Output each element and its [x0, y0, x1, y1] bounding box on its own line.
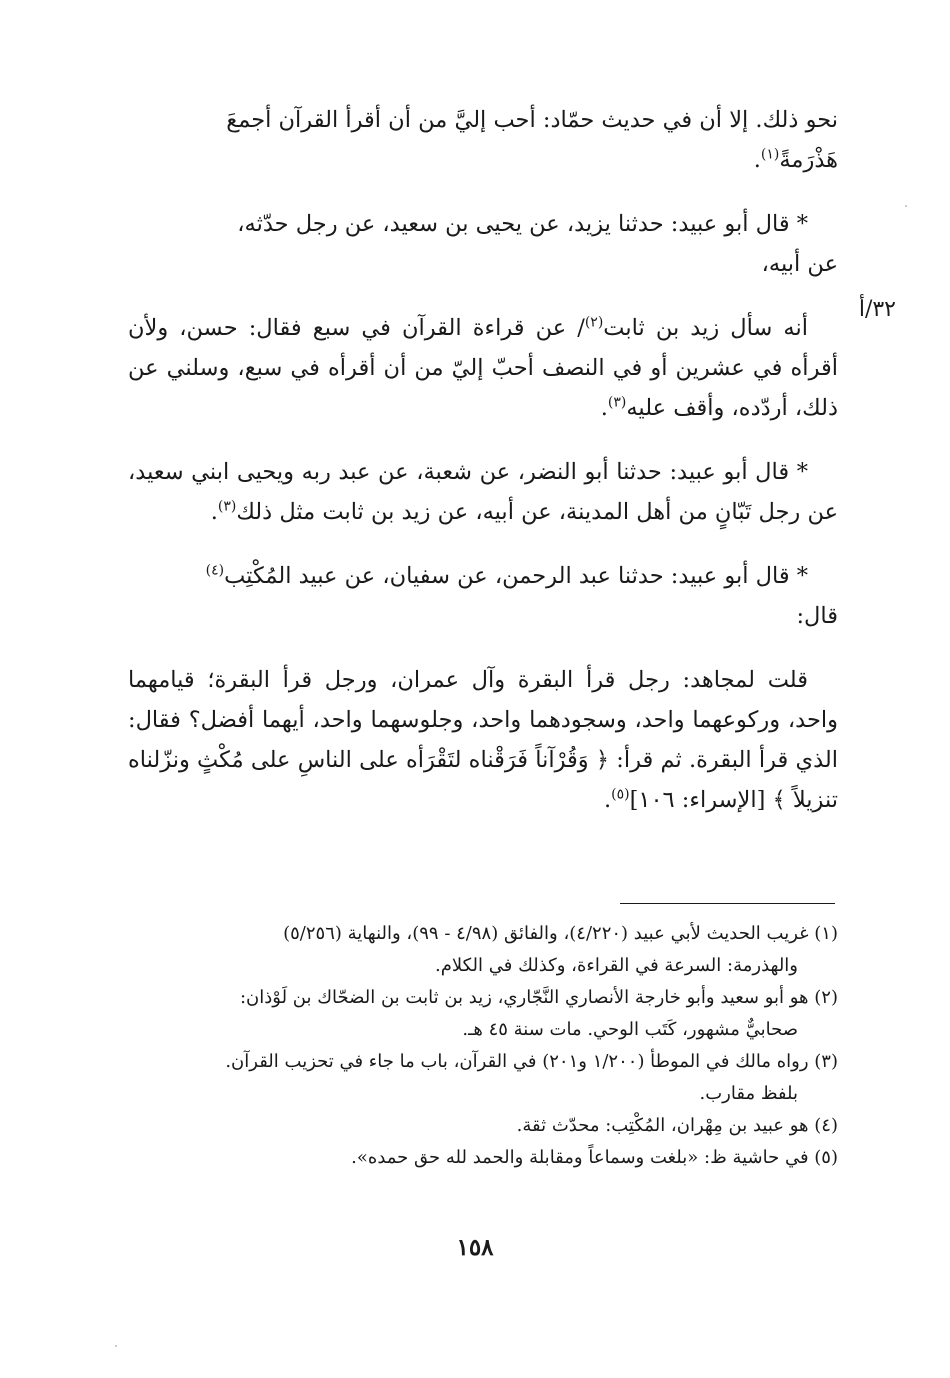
paragraph-4-end: . — [210, 499, 218, 525]
paragraph-1-end: . — [753, 147, 761, 173]
margin-folio-note: ٣٢/أ — [858, 297, 896, 322]
footnote-4: (٤) هو عبيد بن مِهْران، المُكْتِب: محدّث ثقة. — [516, 1115, 838, 1136]
footnote-2-continuation: صحابيٌّ مشهور، كَتَب الوحي. مات سنة ٤٥ هـ. — [462, 1019, 798, 1040]
paragraph-6-end: . — [603, 787, 612, 813]
paragraph-3-part-1: أنه سأل زيد بن ثابت — [603, 315, 808, 341]
scan-speck — [115, 1345, 117, 1347]
paragraph-5-line-2: قال: — [796, 603, 838, 629]
footnote-ref-4: (٤) — [205, 562, 225, 579]
paragraph-6-text: قلت لمجاهد: رجل قرأ البقرة وآل عمران، ورجل قرأ البقرة؛ قيامهما واحد، وركوعهما واحد، وسجودهما واحد، وجلوسهما واحد، أيهما أفضل؟ فقال: الذي قرأ البقرة. ثم قرأ: ﴿ وَقُرْآناً فَرَقْناه لتَقْرَأه على الناسِ على مُكْثٍ ونزّلناه تنزيلاً ﴾ [الإسراء: ١٠٦] — [128, 667, 838, 813]
footnotes-section — [128, 918, 838, 1174]
paragraph-2-line-1: * قال أبو عبيد: حدثنا يزيد، عن يحيى بن سعيد، عن رجل حدّثه، — [237, 211, 808, 237]
footnote-1: (١) غريب الحديث لأبي عبيد (٤/٢٢٠)، والفائق (٤/٩٨ - ٩٩)، والنهاية (٥/٢٥٦) — [283, 923, 838, 944]
paragraph-6 — [128, 660, 838, 820]
footnote-1-continuation: والهذرمة: السرعة في القراءة، وكذلك في الكلام. — [434, 955, 798, 976]
paragraph-2 — [128, 204, 838, 284]
paragraph-5 — [128, 556, 838, 636]
paragraph-1-line-2: هَذْرَمةً — [779, 147, 838, 173]
paragraph-4 — [128, 452, 838, 532]
footnote-ref-5: (٥) — [611, 786, 630, 803]
footnote-3-continuation: بلفظ مقارب. — [699, 1083, 798, 1104]
page-number: ١٥٨ — [456, 1234, 494, 1261]
footnote-ref-3b: (٣) — [217, 498, 237, 515]
footnote-ref-3: (٣) — [607, 394, 627, 411]
footnote-divider — [620, 903, 835, 904]
paragraph-1-line-1: نحو ذلك. إلا أن في حديث حمّاد: أحب إليَّ من أن أقرأ القرآن أجمعَ — [226, 107, 838, 133]
paragraph-3 — [128, 308, 838, 428]
footnote-ref-1: (١) — [760, 146, 780, 163]
scan-speck — [905, 205, 907, 207]
main-text-body — [128, 100, 838, 844]
paragraph-2-line-2: عن أبيه، — [761, 251, 838, 277]
paragraph-5-text: * قال أبو عبيد: حدثنا عبد الرحمن، عن سفيان، عن عبيد المُكْتِب — [224, 563, 808, 589]
paragraph-1 — [128, 100, 838, 180]
footnote-5: (٥) في حاشية ظ: «بلغت وسماعاً ومقابلة والحمد لله حق حمده». — [351, 1147, 838, 1168]
paragraph-3-end: . — [600, 395, 608, 421]
footnote-ref-2: (٢) — [584, 314, 604, 331]
paragraph-3-part-2: / عن قراءة القرآن في سبع فقال: حسن، ولأن أقرأه في عشرين أو في النصف أحبّ إليّ من أن أقرأه في سبع، وسلني عن ذلك، أردّده، وأقف عليه — [128, 315, 838, 421]
footnote-2: (٢) هو أبو سعيد وأبو خارجة الأنصاري النَّجّاري، زيد بن ثابت بن الضحّاك بن لَوْذان: — [239, 987, 838, 1008]
paragraph-4-text: * قال أبو عبيد: حدثنا أبو النضر، عن شعبة، عن عبد ربه ويحيى ابني سعيد، عن رجل تَبّانٍ من أهل المدينة، عن أبيه، عن زيد بن ثابت مثل ذلك — [128, 459, 838, 525]
footnote-3: (٣) رواه مالك في الموطأ (١/٢٠٠ و٢٠١) في القرآن، باب ما جاء في تحزيب القرآن. — [225, 1051, 838, 1072]
